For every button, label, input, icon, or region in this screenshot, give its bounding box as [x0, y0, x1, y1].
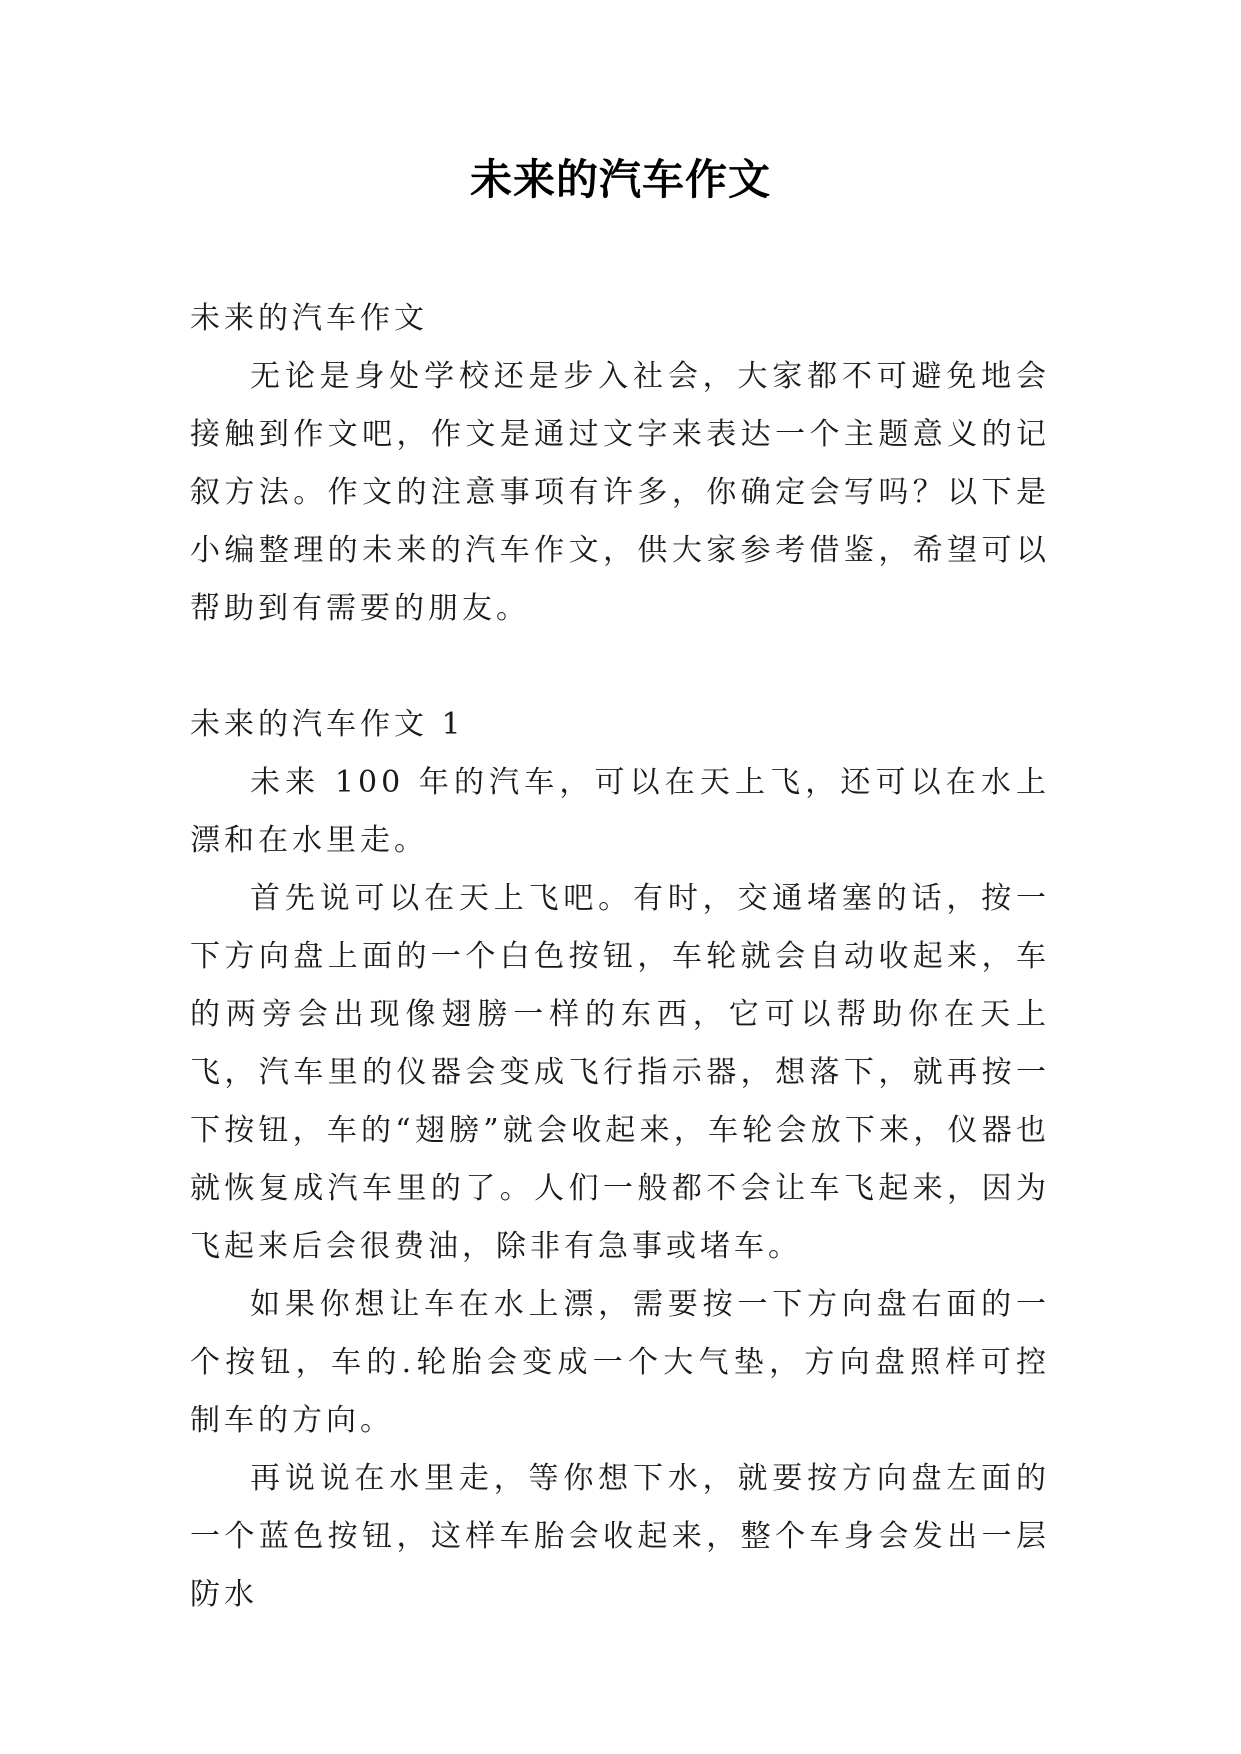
- intro-heading: 未来的汽车作文: [190, 301, 428, 336]
- intro-paragraph: 无论是身处学校还是步入社会，大家都不可避免地会接触到作文吧，作文是通过文字来表达一个主题意义的记叙方法。作文的注意事项有许多，你确定会写吗？以下是小编整理的未来的汽车作文，供大家参考借鉴，希望可以帮助到有需要的朋友。: [190, 359, 1050, 626]
- section-1-heading: 未来的汽车作文 1: [190, 707, 465, 742]
- paragraph-2: 首先说可以在天上飞吧。有时，交通堵塞的话，按一下方向盘上面的一个白色按钮，车轮就会自动收起来，车的两旁会出现像翅膀一样的东西，它可以帮助你在天上飞，汽车里的仪器会变成飞行指示器，想落下，就再按一下按钮，车的“翅膀”就会收起来，车轮会放下来，仪器也就恢复成汽车里的了。人们一般都不会让车飞起来，因为飞起来后会很费油，除非有急事或堵车。: [190, 881, 1050, 1264]
- document-body: [190, 290, 1050, 1624]
- paragraph-3: 如果你想让车在水上漂，需要按一下方向盘右面的一个按钮，车的.轮胎会变成一个大气垫，方向盘照样可控制车的方向。: [190, 1287, 1050, 1438]
- paragraph-1: 未来 100 年的汽车，可以在天上飞，还可以在水上漂和在水里走。: [190, 765, 1050, 858]
- document-title: 未来的汽车作文: [469, 155, 771, 204]
- paragraph-4: 再说说在水里走，等你想下水，就要按方向盘左面的一个蓝色按钮，这样车胎会收起来，整个车身会发出一层防水: [190, 1461, 1050, 1612]
- section-spacer: [190, 638, 1050, 696]
